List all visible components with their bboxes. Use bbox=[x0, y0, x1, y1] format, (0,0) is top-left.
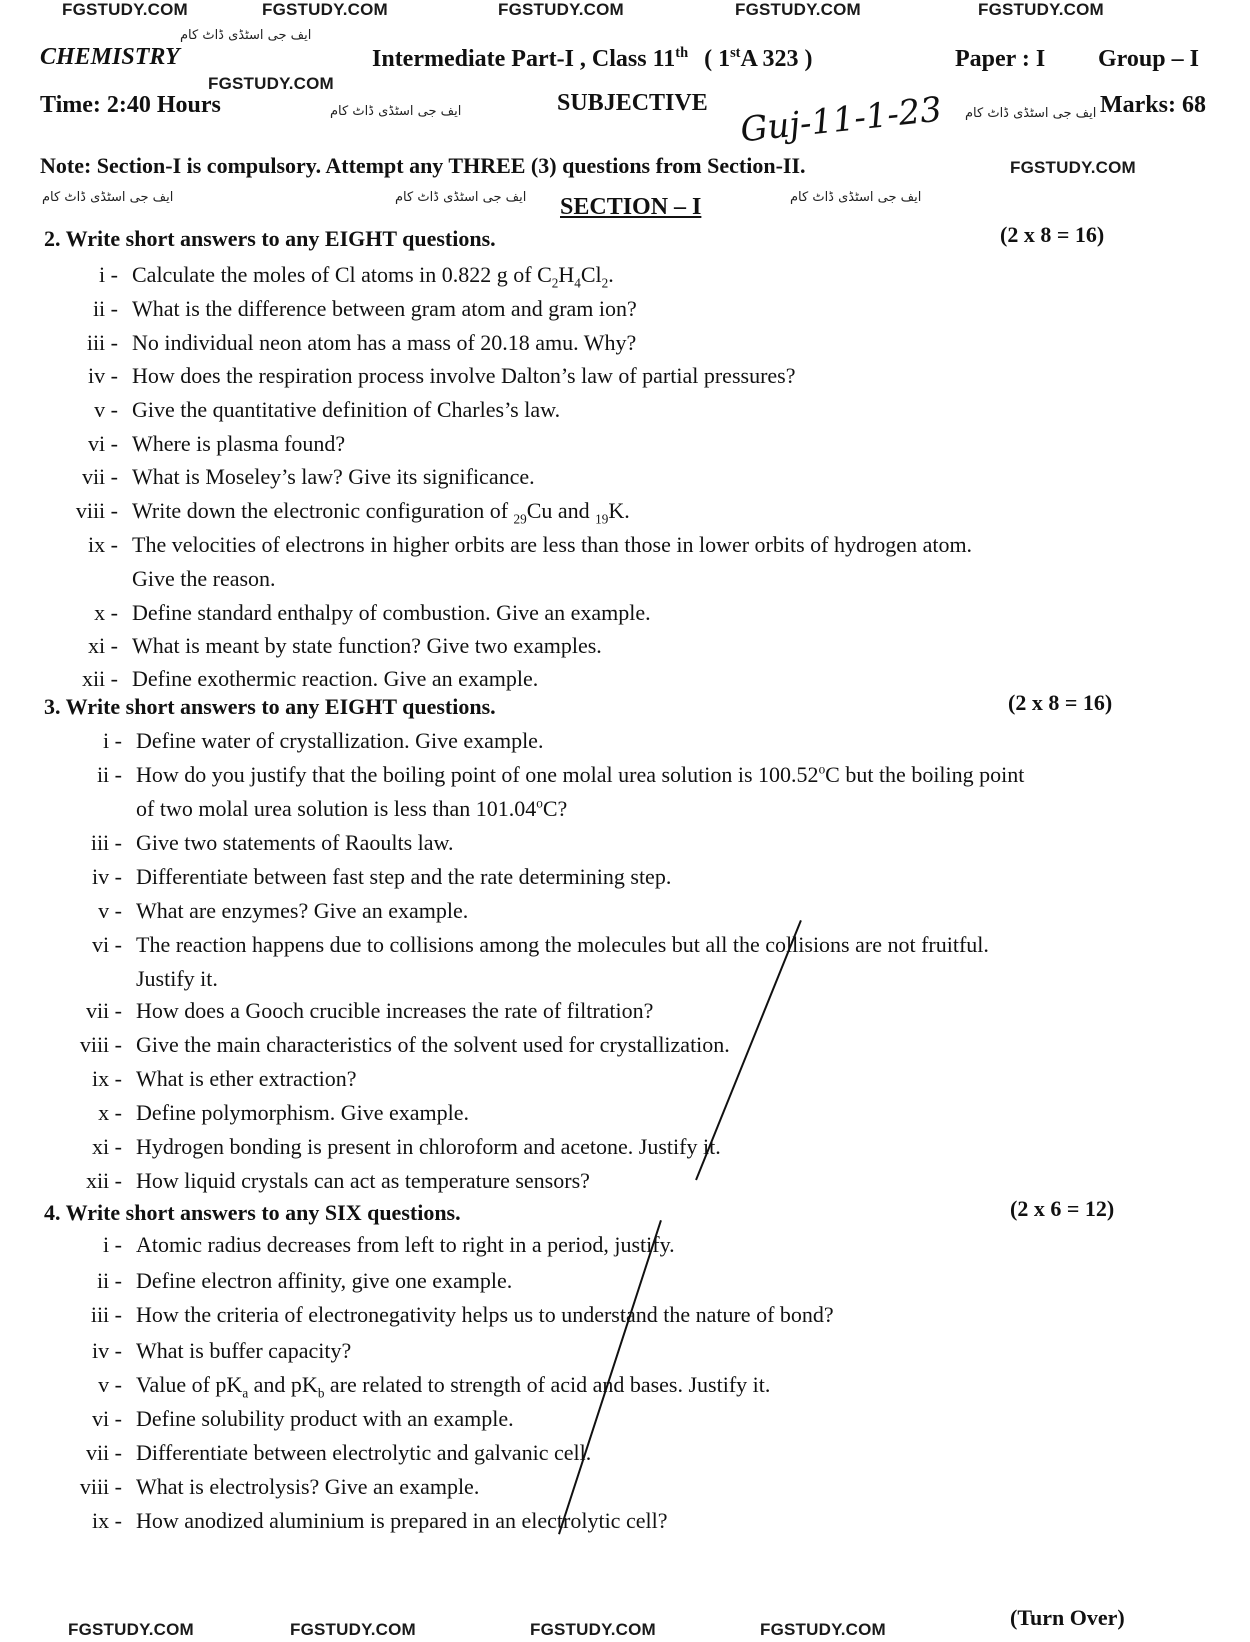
urdu-watermark: ایف جی اسٹڈی ڈاٹ کام bbox=[395, 190, 527, 205]
item-text: Differentiate between fast step and the rate determining step. bbox=[136, 864, 672, 889]
question-item bbox=[0, 932, 1250, 962]
item-number: ix - bbox=[92, 1066, 122, 1091]
item-number: iv - bbox=[92, 864, 122, 889]
item-text: What is Moseley’s law? Give its significance. bbox=[132, 464, 535, 489]
item-number: ii - bbox=[96, 1268, 122, 1293]
urdu-watermark: ایف جی اسٹڈی ڈاٹ کام bbox=[42, 190, 174, 205]
item-number: ii - bbox=[96, 762, 122, 787]
item-text: How the criteria of electronegativity helps us to understand the nature of bond? bbox=[136, 1302, 834, 1327]
watermark-text: FGSTUDY.COM bbox=[498, 0, 624, 19]
item-number: viii - bbox=[79, 1474, 122, 1499]
group-number: Group – I bbox=[1098, 46, 1199, 72]
item-number: v - bbox=[98, 1372, 122, 1397]
watermark-text: FGSTUDY.COM bbox=[68, 1620, 194, 1639]
watermark-text: FGSTUDY.COM bbox=[262, 0, 388, 19]
level-superscript: th bbox=[675, 45, 689, 61]
question-item bbox=[0, 600, 1250, 630]
turn-over-label: (Turn Over) bbox=[1010, 1605, 1125, 1630]
question-item bbox=[0, 363, 1250, 393]
paper-code bbox=[704, 46, 812, 72]
item-text: How does a Gooch crucible increases the rate of filtration? bbox=[136, 998, 654, 1023]
question-item bbox=[0, 296, 1250, 326]
question-item bbox=[0, 532, 1250, 562]
urdu-watermark: ایف جی اسٹڈی ڈاٹ کام bbox=[965, 106, 1097, 121]
item-text-continuation: of two molal urea solution is less than 101.04$^o$C? bbox=[136, 795, 568, 821]
item-number: vii - bbox=[85, 1440, 122, 1465]
item-number: vii - bbox=[85, 998, 122, 1023]
item-number: iii - bbox=[90, 830, 122, 855]
item-text: Define standard enthalpy of combustion. Give an example. bbox=[132, 600, 651, 625]
urdu-watermark: ایف جی اسٹڈی ڈاٹ کام bbox=[180, 28, 312, 43]
item-number: v - bbox=[98, 898, 122, 923]
question-marks: (2 x 8 = 16) bbox=[1008, 690, 1113, 715]
question-marks: (2 x 8 = 16) bbox=[1000, 222, 1105, 247]
question-item bbox=[0, 1232, 1250, 1262]
item-text: Give the main characteristics of the solvent used for crystallization. bbox=[136, 1032, 730, 1057]
total-marks: Marks: 68 bbox=[1100, 92, 1206, 118]
item-text: Define electron affinity, give one example. bbox=[136, 1268, 513, 1293]
question-marks: (2 x 6 = 12) bbox=[1010, 1196, 1115, 1221]
question-item bbox=[0, 1440, 1250, 1470]
question-item bbox=[0, 998, 1250, 1028]
item-text: How does the respiration process involve Dalton’s law of partial pressures? bbox=[132, 363, 796, 388]
item-number: vi - bbox=[88, 431, 118, 456]
watermark-text: FGSTUDY.COM bbox=[530, 1620, 656, 1639]
question-item bbox=[0, 864, 1250, 894]
question-item bbox=[0, 728, 1250, 758]
question-item bbox=[0, 1474, 1250, 1504]
item-text: The velocities of electrons in higher orbits are less than those in lower orbits of hydrogen atom. bbox=[132, 532, 973, 557]
item-number: i - bbox=[99, 262, 118, 287]
question-item bbox=[0, 898, 1250, 928]
question-item bbox=[0, 633, 1250, 663]
item-number: xii - bbox=[85, 1168, 122, 1193]
item-number: vi - bbox=[92, 1406, 122, 1431]
level-text: Intermediate Part-I , Class 11 bbox=[372, 46, 676, 72]
item-text: Give the quantitative definition of Charles’s law. bbox=[132, 397, 561, 422]
question-item bbox=[0, 262, 1250, 292]
question-item bbox=[0, 830, 1250, 860]
code-suffix: A 323 ) bbox=[740, 46, 813, 72]
item-text: What is electrolysis? Give an example. bbox=[136, 1474, 480, 1499]
item-text: Calculate the moles of Cl atoms in 0.822 g of $C_2H_4Cl_2$. bbox=[132, 262, 614, 291]
item-text: How anodized aluminium is prepared in an electrolytic cell? bbox=[136, 1508, 668, 1533]
handwritten-date: Guj-11-1-23 bbox=[738, 89, 944, 151]
item-text: Atomic radius decreases from left to right in a period, justify. bbox=[136, 1232, 675, 1257]
question-heading: 3. Write short answers to any EIGHT questions. bbox=[44, 694, 496, 719]
item-number: x - bbox=[94, 600, 118, 625]
item-text-continuation: Justify it. bbox=[136, 966, 218, 991]
level-info bbox=[372, 46, 812, 73]
question-item bbox=[0, 1134, 1250, 1164]
item-number: i - bbox=[103, 728, 122, 753]
item-number: vi - bbox=[92, 932, 122, 957]
item-text: Value of $pK_a$ and $pK_b$ are related to strength of acid and bases. Justify it. bbox=[136, 1372, 771, 1401]
item-text: Define exothermic reaction. Give an example. bbox=[132, 666, 539, 691]
item-text: Define solubility product with an example. bbox=[136, 1406, 514, 1431]
instructions-note: Note: Section-I is compulsory. Attempt any THREE (3) questions from Section-II. bbox=[40, 153, 806, 178]
item-number: iii - bbox=[86, 330, 118, 355]
item-number: xi - bbox=[88, 633, 118, 658]
item-number: v - bbox=[94, 397, 118, 422]
urdu-watermark: ایف جی اسٹڈی ڈاٹ کام bbox=[790, 190, 922, 205]
item-number: iv - bbox=[88, 363, 118, 388]
item-number: i - bbox=[103, 1232, 122, 1257]
item-number: vii - bbox=[81, 464, 118, 489]
question-item bbox=[0, 431, 1250, 461]
question-item bbox=[0, 1268, 1250, 1298]
time-allowed: Time: 2:40 Hours bbox=[40, 92, 221, 118]
question-item bbox=[0, 330, 1250, 360]
item-text: Define polymorphism. Give example. bbox=[136, 1100, 469, 1125]
item-text: No individual neon atom has a mass of 20.18 amu. Why? bbox=[132, 330, 637, 355]
question-item bbox=[0, 1100, 1250, 1130]
item-text: What is buffer capacity? bbox=[136, 1338, 352, 1363]
item-text-continuation: Give the reason. bbox=[132, 566, 276, 591]
item-text: Hydrogen bonding is present in chloroform and acetone. Justify it. bbox=[136, 1134, 721, 1159]
question-item bbox=[0, 762, 1250, 792]
subject-title: CHEMISTRY bbox=[40, 44, 180, 70]
item-text: How liquid crystals can act as temperature sensors? bbox=[136, 1168, 590, 1193]
item-text: What is meant by state function? Give two examples. bbox=[132, 633, 602, 658]
watermark-text: FGSTUDY.COM bbox=[978, 0, 1104, 19]
question-item bbox=[0, 1338, 1250, 1368]
item-number: xi - bbox=[92, 1134, 122, 1159]
item-number: viii - bbox=[75, 498, 118, 523]
item-text: Where is plasma found? bbox=[132, 431, 346, 456]
question-item bbox=[0, 464, 1250, 494]
watermark-text: FGSTUDY.COM bbox=[290, 1620, 416, 1639]
question-heading: 2. Write short answers to any EIGHT questions. bbox=[44, 226, 496, 251]
item-number: xii - bbox=[81, 666, 118, 691]
watermark-text: FGSTUDY.COM bbox=[735, 0, 861, 19]
item-text: What are enzymes? Give an example. bbox=[136, 898, 469, 923]
paper-number: Paper : I bbox=[955, 46, 1046, 72]
question-item bbox=[0, 1508, 1250, 1538]
item-text: Write down the electronic configuration of $_{29}$Cu and $_{19}$K. bbox=[132, 498, 630, 527]
item-number: viii - bbox=[79, 1032, 122, 1057]
question-item bbox=[0, 1372, 1250, 1402]
watermark-text: FGSTUDY.COM bbox=[208, 74, 334, 93]
item-number: iii - bbox=[90, 1302, 122, 1327]
code-prefix: ( 1 bbox=[704, 46, 731, 72]
item-text: Give two statements of Raoults law. bbox=[136, 830, 454, 855]
watermark-text: FGSTUDY.COM bbox=[1010, 158, 1136, 177]
question-heading: 4. Write short answers to any SIX questions. bbox=[44, 1200, 461, 1225]
paper-type: SUBJECTIVE bbox=[557, 90, 708, 116]
item-number: iv - bbox=[92, 1338, 122, 1363]
code-superscript: st bbox=[730, 45, 741, 61]
urdu-watermark: ایف جی اسٹڈی ڈاٹ کام bbox=[330, 104, 462, 119]
item-text: How do you justify that the boiling point of one molal urea solution is 100.52$^o$C but the boiling point bbox=[136, 761, 1025, 787]
question-item bbox=[0, 1066, 1250, 1096]
item-text: What is ether extraction? bbox=[136, 1066, 357, 1091]
question-item bbox=[0, 1406, 1250, 1436]
item-text: Differentiate between electrolytic and galvanic cell. bbox=[136, 1440, 592, 1465]
item-text: What is the difference between gram atom and gram ion? bbox=[132, 296, 637, 321]
item-number: ii - bbox=[92, 296, 118, 321]
section-title: SECTION – I bbox=[560, 194, 702, 220]
item-text: The reaction happens due to collisions among the molecules but all the collisions are not fruitful. bbox=[136, 932, 989, 957]
watermark-text: FGSTUDY.COM bbox=[760, 1620, 886, 1639]
item-text: Define water of crystallization. Give example. bbox=[136, 728, 544, 753]
item-number: ix - bbox=[88, 532, 118, 557]
question-item bbox=[0, 1032, 1250, 1062]
item-number: ix - bbox=[92, 1508, 122, 1533]
question-item bbox=[0, 498, 1250, 528]
watermark-text: FGSTUDY.COM bbox=[62, 0, 188, 19]
question-item bbox=[0, 1168, 1250, 1198]
item-number: x - bbox=[98, 1100, 122, 1125]
question-item bbox=[0, 397, 1250, 427]
